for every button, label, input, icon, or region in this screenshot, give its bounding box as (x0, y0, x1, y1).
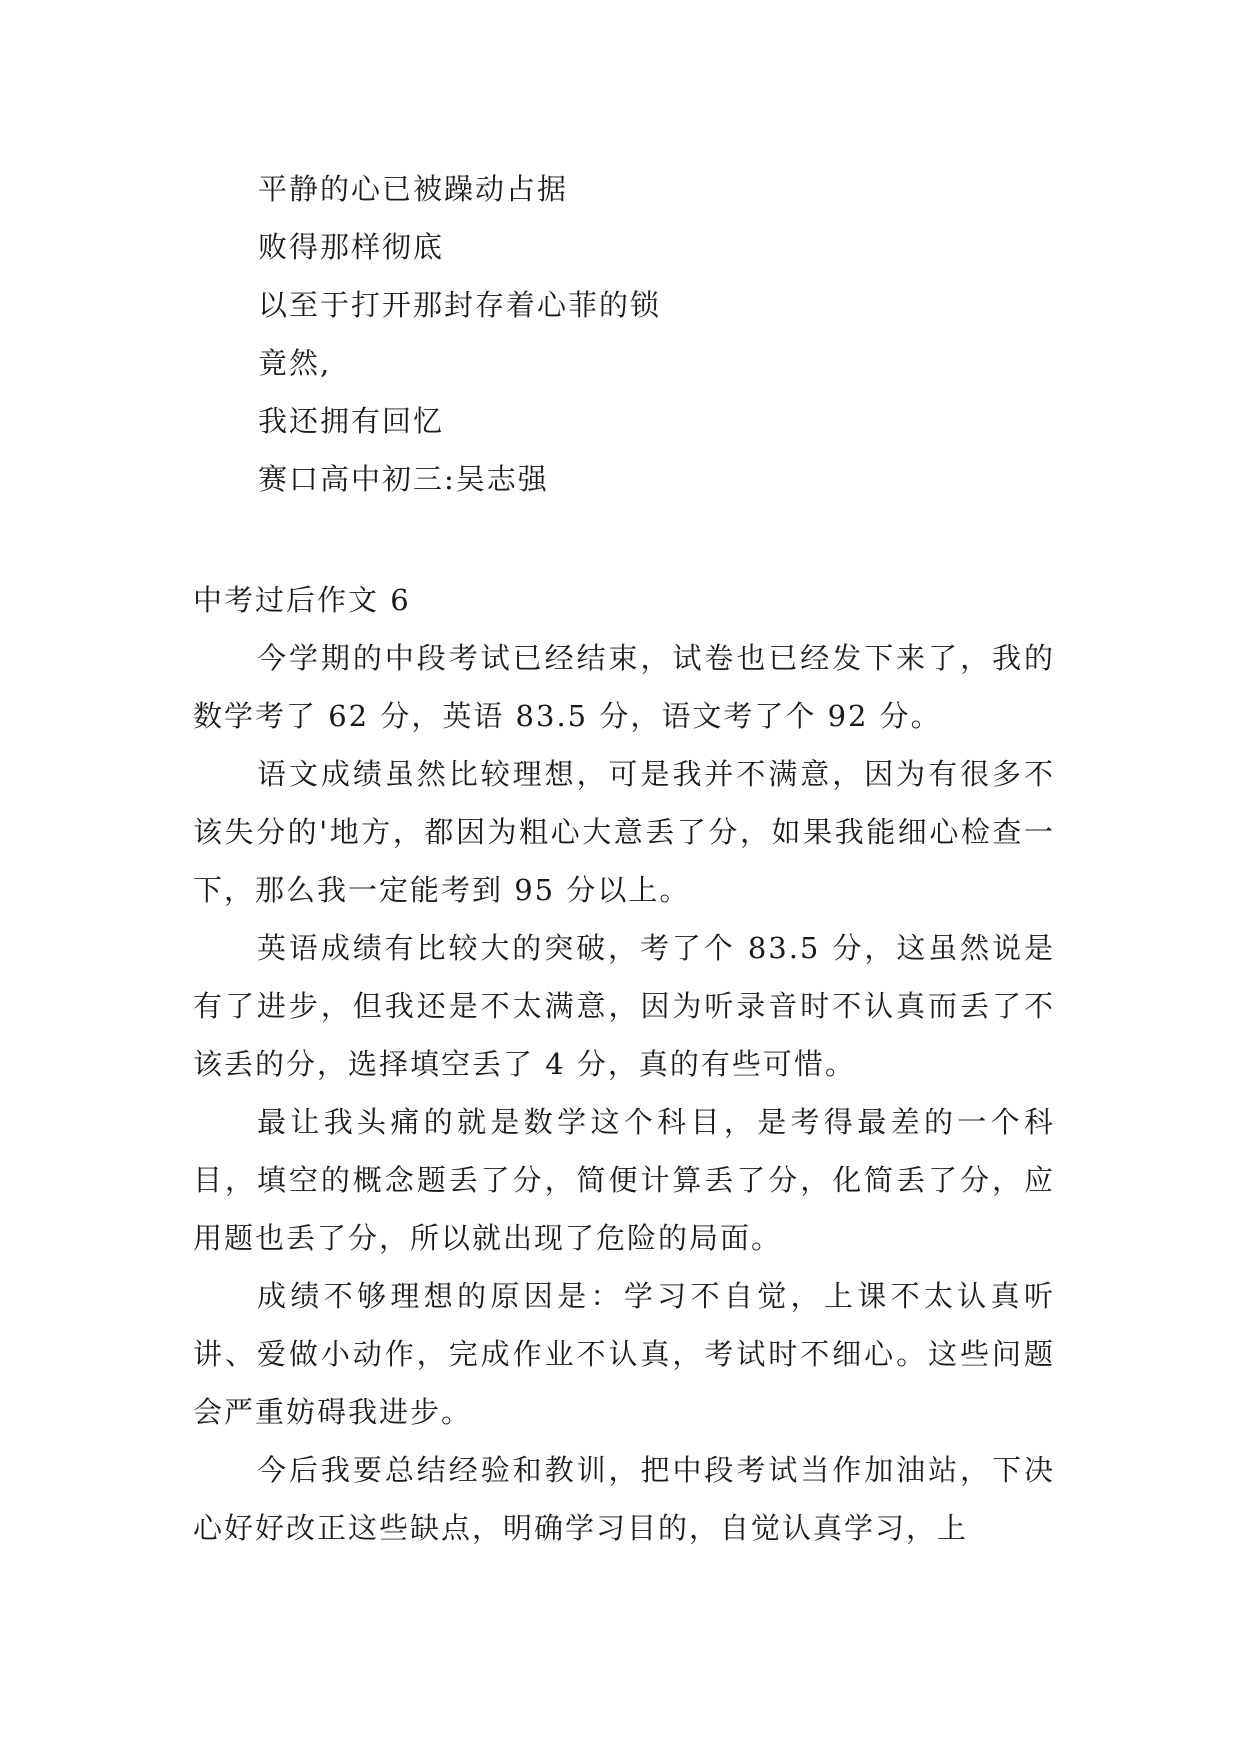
article-title: 中考过后作文 6 (193, 583, 411, 617)
article-paragraph: 最让我头痛的就是数学这个科目，是考得最差的一个科目，填空的概念题丢了分，简便计算丢了分，化简丢了分，应用题也丢了分，所以就出现了危险的局面。 (193, 1105, 1055, 1255)
poem-line: 平静的心已被躁动占据 (258, 172, 569, 206)
article-paragraph: 今后我要总结经验和教训，把中段考试当作加油站，下决心好好改正这些缺点，明确学习目的，自觉认真学习，上 (193, 1453, 1055, 1545)
poem-line: 竟然, (258, 346, 332, 380)
poem-line: 我还拥有回忆 (258, 404, 445, 438)
article-paragraph: 英语成绩有比较大的突破，考了个 83.5 分，这虽然说是有了进步，但我还是不太满意，因为听录音时不认真而丢了不该丢的分，选择填空丢了 4 分，真的有些可惜。 (193, 931, 1055, 1081)
poem-signature: 赛口高中初三:吴志强 (258, 462, 549, 496)
article-paragraph: 今学期的中段考试已经结束，试卷也已经发下来了，我的数学考了 62 分，英语 83.5 分，语文考了个 92 分。 (193, 641, 1055, 733)
article-paragraph: 语文成绩虽然比较理想，可是我并不满意，因为有很多不该失分的'地方，都因为粗心大意丢了分，如果我能细心检查一下，那么我一定能考到 95 分以上。 (193, 757, 1055, 907)
article-block (193, 571, 1055, 1557)
poem-line: 以至于打开那封存着心菲的锁 (258, 288, 662, 322)
poem-block (258, 160, 1058, 508)
article-paragraph: 成绩不够理想的原因是：学习不自觉，上课不太认真听讲、爱做小动作，完成作业不认真，考试时不细心。这些问题会严重妨碍我进步。 (193, 1279, 1055, 1429)
poem-line: 败得那样彻底 (258, 230, 445, 264)
